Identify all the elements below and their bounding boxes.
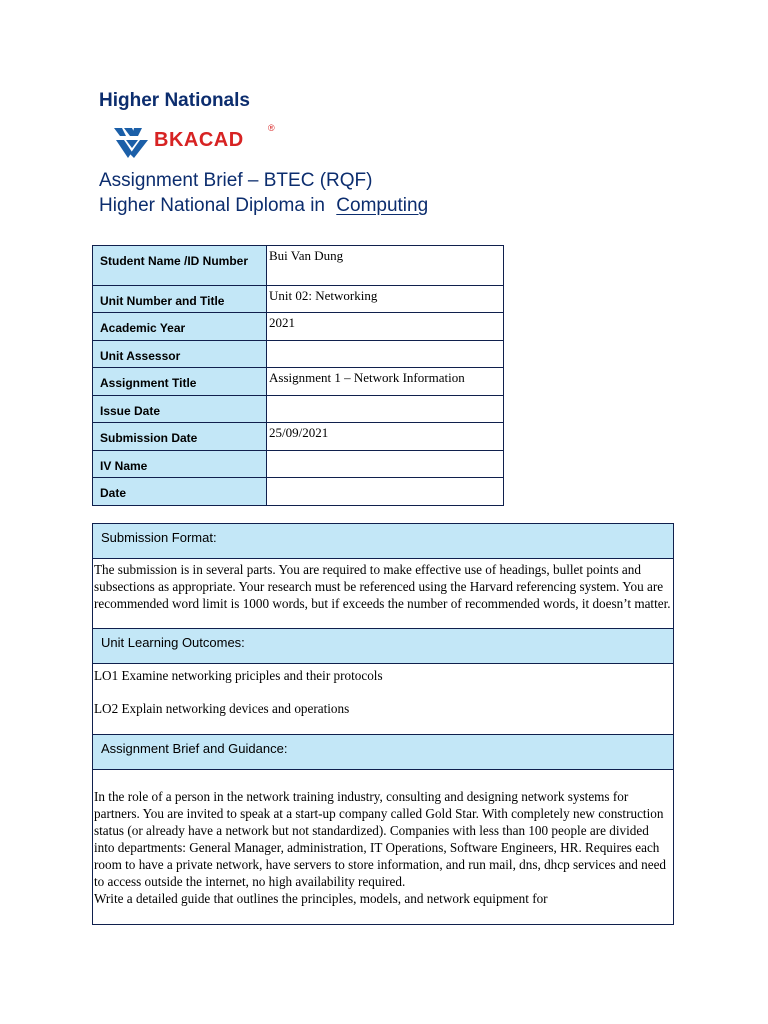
table-row [93,368,504,396]
brief-title-line1: Assignment Brief – BTEC (RQF) [99,170,373,191]
row-label: Submission Date [93,423,267,451]
row-value [267,396,504,423]
table-row [93,478,504,506]
table-row [93,341,504,368]
row-value: Unit 02: Networking [267,286,504,313]
guidance-text-continued: Write a detailed guide that outlines the principles, models, and network equipment for [94,891,548,906]
bkacad-logo [112,121,244,163]
guidance-text: In the role of a person in the network training industry, consulting and designing network systems for partners. You are invited to speak at a start-up company called Gold Star. With completely new construction status (or already have a network but not standardized). Companies with less than 100 people are divided into departments: General Manager, administration, IT Operations, Software Engineers, HR. Requires each room to have a private network, have servers to store information, and run mail, dns, dhcp services and need to access outside the internet, no high availability required. [94,789,667,889]
learning-outcomes-body [93,664,673,735]
diploma-prefix: Higher National Diploma in [99,195,325,216]
guidance-heading: Assignment Brief and Guidance: [93,735,673,770]
submission-format-heading: Submission Format: [93,524,673,559]
submission-format-body [93,559,673,629]
row-value: Bui Van Dung [267,246,504,286]
table-row [93,313,504,341]
row-value: 2021 [267,313,504,341]
row-value [267,451,504,478]
row-label: Unit Number and Title [93,286,267,313]
row-label: Assignment Title [93,368,267,396]
table-row [93,246,504,286]
table-row [93,286,504,313]
brief-sections [92,523,674,925]
submission-format-text: The submission is in several parts. You are required to make effective use of headings, bullet points and subsections as appropriate. Your research must be referenced using the Harvard referencing system. You are recommended word limit is 1000 words, but if exceeds the number of recommended words, it doesn’t matter. [94,562,671,611]
row-value [267,341,504,368]
row-value: Assignment 1 – Network Information [267,368,504,396]
brief-title-line2 [99,193,436,218]
table-row [93,451,504,478]
brief-title [99,168,436,218]
lo2-text: LO2 Explain networking devices and operations [94,701,350,716]
learning-outcomes-heading: Unit Learning Outcomes: [93,629,673,664]
row-label: Date [93,478,267,506]
row-label: Academic Year [93,313,267,341]
student-info-table [92,245,504,506]
bkacad-logo-icon [112,122,152,162]
row-label: Student Name /ID Number [93,246,267,286]
row-value: 25/09/2021 [267,423,504,451]
guidance-body [93,770,673,924]
subject-name: Computing [336,195,429,216]
row-label: Unit Assessor [93,341,267,368]
row-value [267,478,504,506]
table-row [93,396,504,423]
row-label: Issue Date [93,396,267,423]
table-row [93,423,504,451]
registered-mark: ® [268,123,275,133]
lo1-text: LO1 Examine networking priciples and their protocols [94,668,383,683]
logo-wordmark: BKACAD [154,128,244,151]
program-title: Higher Nationals [99,90,250,111]
row-label: IV Name [93,451,267,478]
